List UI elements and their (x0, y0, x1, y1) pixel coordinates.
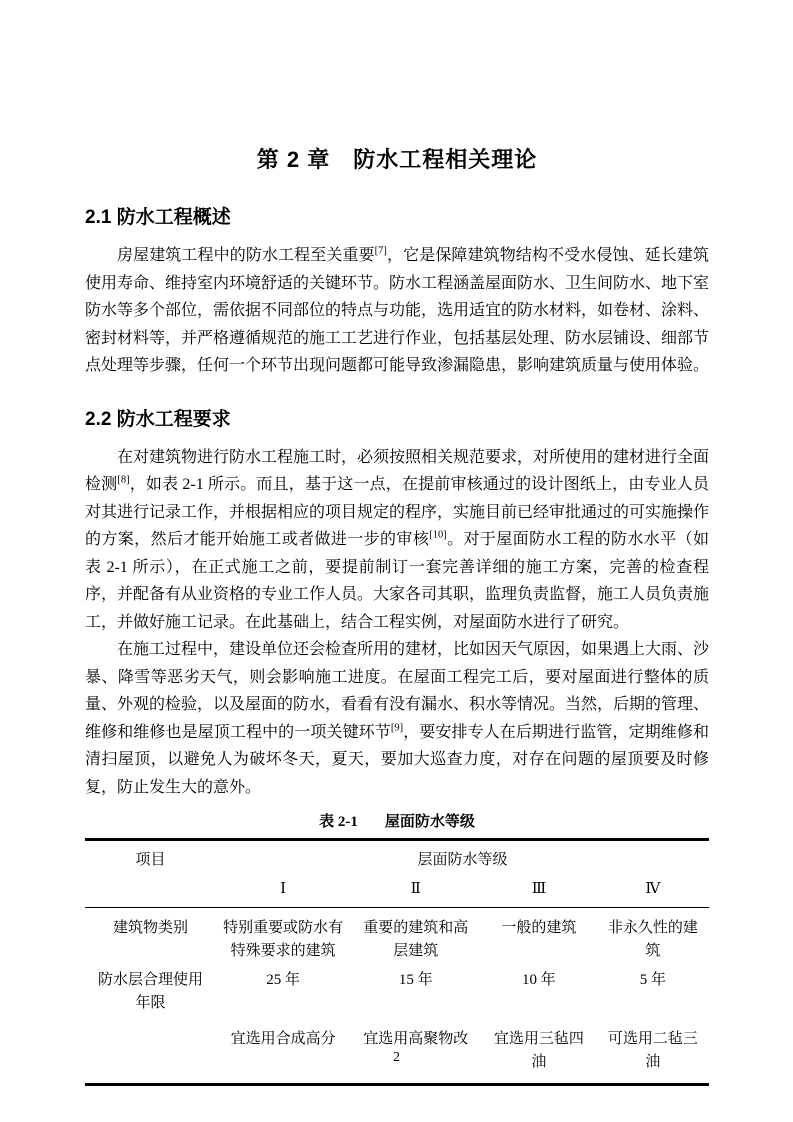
paragraph-text: 房屋建筑工程中的防水工程至关重要 (117, 247, 375, 264)
table-row (85, 966, 709, 1018)
header-cell-level-3: Ⅲ (481, 875, 596, 908)
header-cell-level-1: Ⅰ (216, 875, 350, 908)
table-cell: 宜选用三毡四油 (493, 1031, 584, 1070)
paragraph-text: ，它是保障建筑物结构不受水侵蚀、延长建筑使用寿命、维持室内环境舒适的关键环节。防水工程涵盖屋面防水、卫生间防水、地下室防水等多个部位，需依据不同部位的特点与功能，选用适宜的防水材料，如卷材、涂料、密封材料等，并严格遵循规范的施工工艺进行作业，包括基层处理、防水层铺设、细部节点处理等步骤，任何一个环节出现问题都可能导致渗漏隐患，影响建筑质量与使用体验。 (85, 247, 710, 374)
row-label: 防水层合理使用年限 (98, 972, 204, 1011)
table-header-row (85, 840, 709, 876)
paragraph (85, 242, 709, 380)
table-cell: 10 年 (522, 972, 556, 988)
paragraph (85, 444, 709, 637)
table-cell: 15 年 (398, 972, 433, 988)
table-cell: 可选用二毡三油 (607, 1031, 698, 1070)
paragraph (85, 636, 709, 801)
section-heading-2-2: 2.2 防水工程要求 (85, 408, 231, 430)
table-cell: 一般的建筑 (501, 920, 577, 936)
table-row (85, 908, 709, 967)
page-number: 2 (393, 1050, 400, 1065)
row-label: 建筑物类别 (113, 920, 189, 936)
paragraph-text: 在施工过程中，建设单位还会检查所用的建材，比如因天气原因，如果遇上大雨、沙暴、降雪等恶劣天气，则会影响施工进度。在屋面工程完工后，要对屋面进行整体的质量、外观的检验，以及屋面的防水，看看有没有漏水、积水等情况。当然，后期的管理、维修和维修也是屋顶工程中的一项关键环节 (85, 641, 710, 741)
header-cell-grade-group: 层面防水等级 (417, 852, 508, 868)
paragraph-text: 在对建筑物进行防水工程施工时，必须按照相关规范要求，对所使用的建材进行全面检测 (85, 448, 710, 493)
chapter-title: 第 2 章 防水工程相关理论 (256, 147, 538, 172)
paragraph-text: ，要安排专人在后期进行监管，定期维修和清扫屋顶，以避免人为破坏冬天，夏天，要加大巡查力度，对存在问题的屋顶要及时修复，防止发生大的意外。 (85, 723, 709, 796)
citation-ref: [8] (117, 474, 130, 486)
table-caption (85, 811, 709, 833)
citation-ref: [7] (374, 245, 387, 257)
waterproof-grade-table (85, 838, 709, 1086)
section-heading-2-1: 2.1 防水工程概述 (85, 207, 231, 228)
table-cell: 5 年 (639, 972, 666, 988)
citation-ref: [9] (390, 722, 404, 734)
table-cell: 重要的建筑和高层建筑 (363, 920, 469, 959)
table-cell: 特别重要或防水有特殊要求的建筑 (223, 920, 344, 959)
header-cell-item: 项目 (135, 852, 166, 868)
table-cell: 非永久性的建筑 (607, 920, 698, 959)
table-cell: 宜选用合成高分 (230, 1031, 336, 1047)
paragraph-text: ，如表 2-1 所示。而且，基于这一点，在提前审核通过的设计图纸上，由专业人员对其进行记录工作，并根据相应的项目规定的程序，实施目前已经审批通过的可实施操作的方案，然后才能开始施工或者做进一步的审核 (85, 476, 710, 548)
header-cell-level-2: Ⅱ (350, 875, 481, 908)
citation-ref: [10] (429, 529, 447, 541)
table-cell: 25 年 (266, 972, 300, 988)
table-cell: 宜选用高聚物改 (363, 1031, 469, 1047)
header-cell-empty (85, 875, 216, 908)
paragraph-text: 。对于屋面防水工程的防水水平（如表 2-1 所示），在正式施工之前，要提前制订一套完善详细的施工方案，完善的检查程序，并配备有从业资格的专业工作人员。大家各司其职，监理负责监督，施工人员负责施工，并做好施工记录。在此基础上，结合工程实例，对屋面防水进行了研究。 (85, 531, 710, 631)
table-caption-label: 表 2-1 (319, 814, 358, 830)
header-cell-level-4: Ⅳ (597, 875, 709, 908)
table-header-row-levels (85, 875, 709, 908)
table-caption-title: 屋面防水等级 (384, 814, 475, 830)
